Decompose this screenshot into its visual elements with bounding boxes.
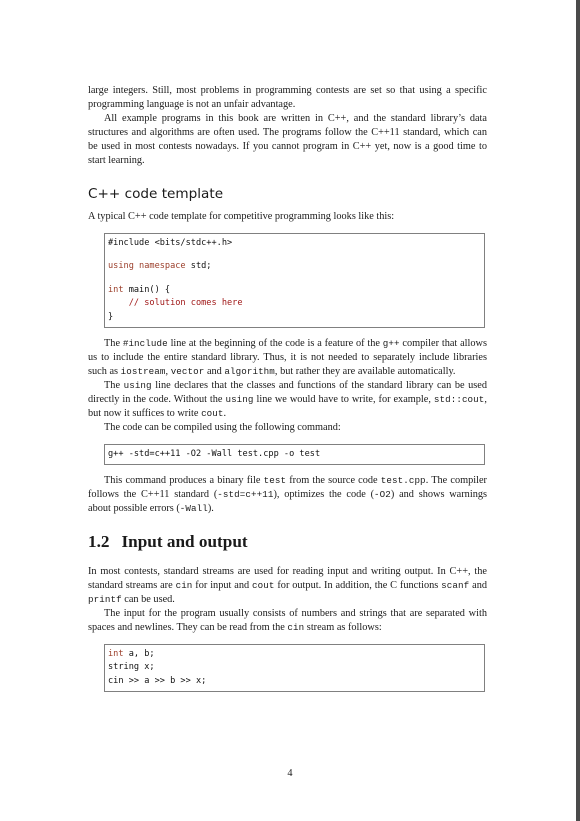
inline-code: iostream	[120, 366, 166, 378]
code-block-compile-command	[104, 444, 485, 466]
code-keyword: using namespace	[108, 261, 186, 272]
inline-code: std::cout	[433, 393, 485, 405]
inline-code: -Wall	[179, 503, 208, 515]
paragraph-input-format: The input for the program usually consists of numbers and strings that are separated with spaces and newlines. They can be read from the cin stream as follows:	[88, 607, 487, 633]
inline-code: printf	[88, 593, 122, 605]
inline-code: cout	[252, 579, 275, 591]
code-line: cin >> a >> b >> x;	[108, 675, 207, 686]
code-line	[108, 648, 480, 662]
code-block-template	[104, 233, 485, 328]
code-line: g++ -std=c++11 -O2 -Wall test.cpp -o test	[108, 448, 321, 459]
document-page	[88, 84, 487, 701]
code-line: string x;	[108, 662, 155, 673]
intro-paragraph: All example programs in this book are written in C++, and the standard library’s data structures and algorithms are often used. The programs follow the C++11 standard, which can be used in most contests nowadays. If you cannot program in C++ yet, now is a good time to start learning.	[88, 112, 487, 166]
template-lead: A typical C++ code template for competitive programming looks like this:	[88, 211, 395, 223]
code-keyword: int	[108, 648, 124, 659]
inline-code: test.cpp	[380, 475, 426, 487]
intro-paragraph: large integers. Still, most problems in programming contests are set so that using a specific programming language is not an unfair advantage.	[88, 85, 487, 110]
section-heading-cpp-template: C++ code template	[88, 186, 224, 203]
inline-code: cin	[287, 621, 305, 633]
compile-lead: The code can be compiled using the following command:	[104, 421, 341, 433]
paragraph-using-explanation: The using line declares that the classes and functions of the standard library can be used directly in the code. Without the using line we would have to write, for example, std::cout, but now it suffices to write cout.	[88, 380, 487, 419]
inline-code: using	[123, 380, 152, 392]
inline-code: -O2	[374, 489, 391, 501]
paragraph-compile-explanation: This command produces a binary file test from the source code test.cpp. The compiler follows the C++11 standard (-std=c++11), optimizes the code (-O2) and shows warnings about possible errors (-Wall).	[88, 475, 487, 515]
inline-code: test	[263, 475, 287, 487]
inline-code: algorithm	[224, 366, 275, 378]
inline-code: vector	[170, 366, 205, 378]
paragraph-streams: In most contests, standard streams are used for reading input and writing output. In C++, the standard streams are cin for input and cout for output. In addition, the C functions scanf and printf can be used.	[88, 565, 487, 605]
inline-code: scanf	[441, 579, 470, 591]
paragraph-include-explanation: The #include line at the beginning of the code is a feature of the g++ compiler that allows us to include the entire standard library. Thus, it is not needed to separately include libraries such as iostream, vector and algorithm, but rather they are available automatically.	[88, 338, 487, 378]
inline-code: cout	[201, 407, 224, 419]
inline-code: g++	[382, 338, 400, 350]
code-line	[108, 260, 480, 274]
section-heading-input-output	[88, 532, 487, 552]
code-text: std;	[185, 261, 212, 272]
page-number: 4	[287, 768, 293, 779]
code-text: a, b;	[123, 648, 155, 659]
code-line: }	[108, 311, 114, 322]
code-text: main() {	[123, 284, 171, 295]
inline-code: using	[225, 393, 254, 405]
section-number: 1.2	[88, 531, 110, 551]
code-keyword: int	[108, 284, 124, 295]
code-block-input	[104, 644, 485, 693]
page-edge	[576, 0, 580, 821]
code-line	[108, 284, 480, 298]
section-title: Input and output	[121, 531, 248, 551]
inline-code: cin	[175, 579, 193, 591]
code-comment: // solution comes here	[108, 298, 243, 309]
inline-code: #include	[122, 338, 168, 350]
inline-code: -std=c++11	[217, 489, 274, 501]
code-line: #include <bits/stdc++.h>	[108, 238, 233, 249]
